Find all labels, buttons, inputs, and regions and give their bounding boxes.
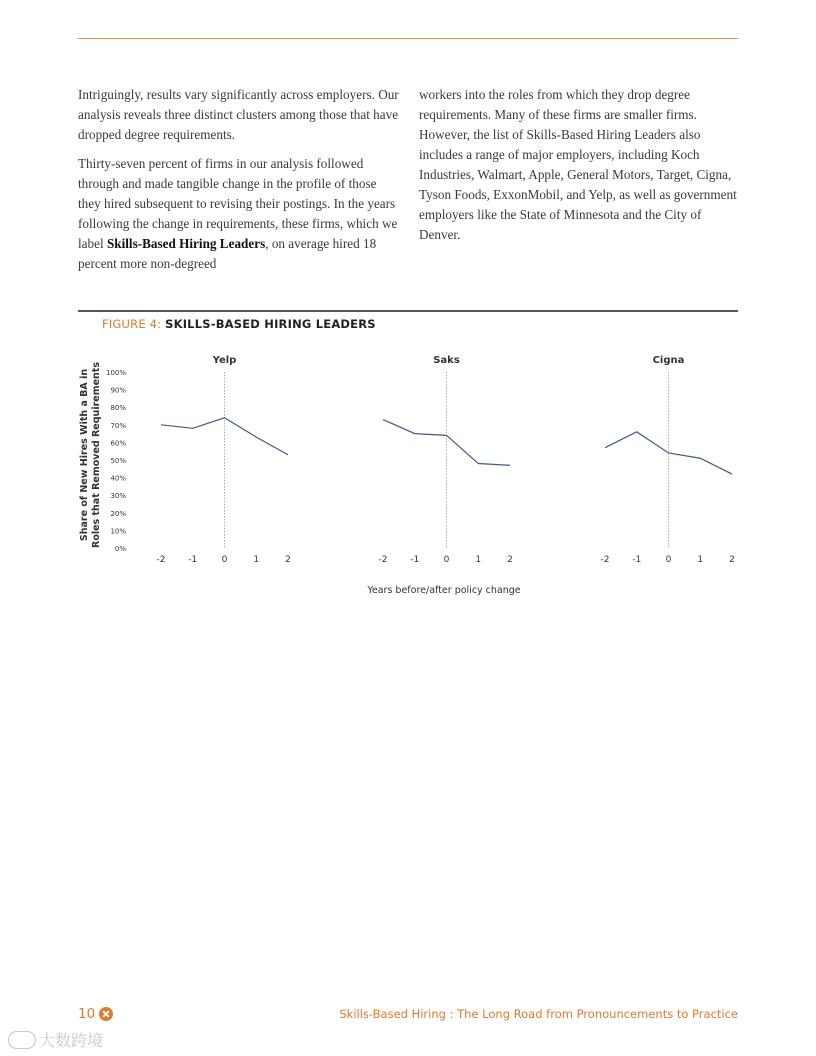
y-tick-label: 50% (110, 457, 126, 465)
x-tick-label: 0 (665, 555, 672, 565)
x-axis-label: Years before/after policy change (367, 585, 521, 596)
watermark-icon (8, 1031, 36, 1049)
y-tick-label: 10% (110, 527, 126, 536)
figure-title: SKILLS-BASED HIRING LEADERS (165, 317, 376, 331)
y-tick-label: 100% (105, 369, 126, 377)
y-tick-label: 90% (110, 386, 126, 395)
figure-chart (0, 340, 816, 610)
x-tick-label: -1 (188, 555, 198, 565)
x-tick-label: -1 (632, 555, 642, 565)
panel-title-yelp: Yelp (212, 355, 237, 366)
y-tick-label: 80% (110, 404, 126, 413)
brand-logo-icon (99, 1007, 113, 1021)
y-tick-label: 70% (110, 421, 126, 430)
x-tick-label: 0 (443, 555, 450, 565)
figure-rule (78, 310, 738, 312)
leaders-text-end: , on average hired 18 percent more non-degreed (78, 236, 377, 271)
page-number-text: 10 (78, 1006, 96, 1022)
watermark (8, 1028, 103, 1051)
y-axis-label-line-2: Roles that Removed Requirements (91, 361, 102, 549)
page-number (78, 1006, 113, 1022)
leaders-term: Skills-Based Hiring Leaders (106, 236, 266, 251)
y-tick-label: 20% (110, 509, 126, 518)
y-tick-label: 60% (110, 439, 126, 448)
x-tick-label: 2 (729, 555, 735, 565)
paragraph-leaders (78, 154, 400, 274)
paragraph-employers: workers into the roles from which they drop degree requirements. Many of these firms are smaller firms. However, the list of Skills-Based Hiring Leaders also includes a range of major employers, including Koch Industries, Walmart, Apple, General Motors, Target, Cigna, Tyson Foods, ExxonMobil, and Yelp, as well as government employers like the State of Minnesota and the City of Denver. (419, 87, 737, 242)
x-tick-label: -2 (378, 555, 388, 565)
figure-label: FIGURE 4: (102, 317, 162, 331)
x-tick-label: -1 (410, 555, 420, 565)
top-rule (78, 38, 738, 39)
figure-heading (102, 317, 376, 331)
y-tick-label: 0% (114, 545, 126, 553)
paragraph-clusters: Intriguingly, results vary significantly across employers. Our analysis reveals three distinct clusters among those that have dropped degree requirements. (78, 87, 399, 142)
text-column-left (78, 85, 400, 283)
x-tick-label: -2 (156, 555, 166, 565)
y-axis-label-line-1: Share of New Hires With a BA in (79, 368, 90, 542)
panel-title-saks: Saks (433, 355, 460, 366)
panel-title-cigna: Cigna (652, 355, 685, 366)
x-tick-label: 1 (475, 555, 482, 565)
x-tick-label: 0 (221, 555, 228, 565)
y-tick-label: 40% (110, 474, 126, 483)
x-tick-label: 1 (697, 555, 704, 565)
x-tick-label: 2 (285, 555, 291, 565)
y-tick-label: 30% (110, 492, 126, 501)
text-column-right (419, 85, 739, 254)
x-tick-label: 2 (507, 555, 513, 565)
x-tick-label: -2 (600, 555, 610, 565)
footer-document-title: Skills-Based Hiring : The Long Road from Pronouncements to Practice (339, 1007, 738, 1021)
leaders-text-start: Thirty-seven percent of firms in our analysis followed through and made tangible change in the profile of those they hired subsequent to revising their postings. In the years following the change in requirements, these firms, which we label (78, 156, 398, 251)
watermark-text: 大数跨境 (39, 1031, 104, 1050)
x-tick-label: 1 (253, 555, 260, 565)
